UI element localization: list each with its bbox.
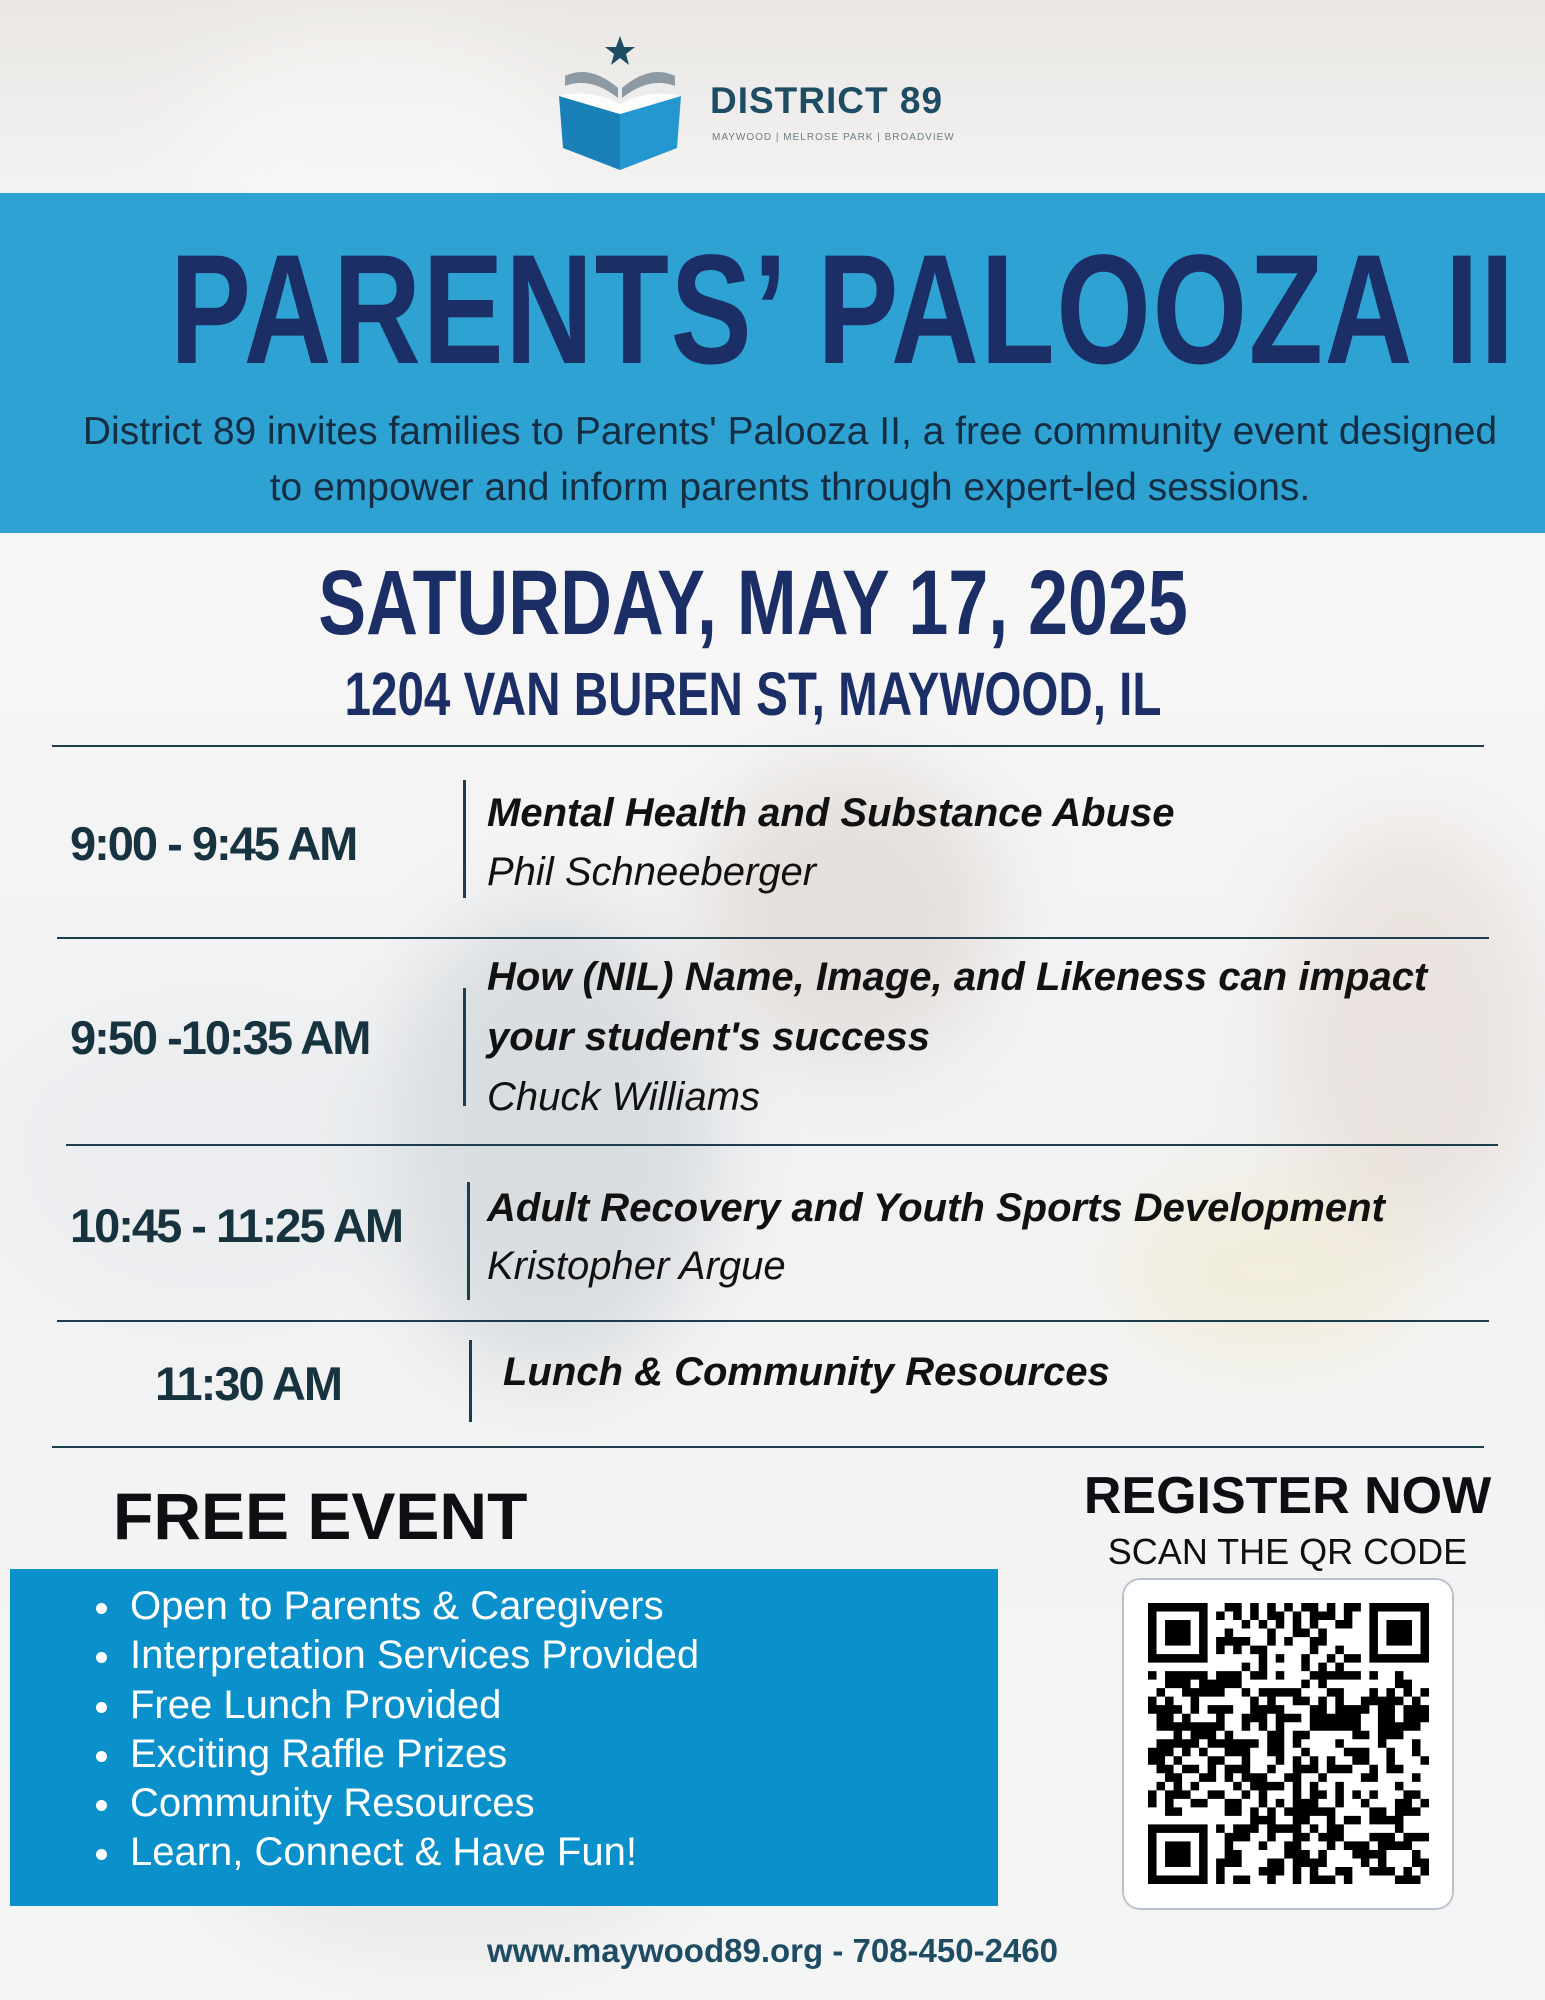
district-communities: MAYWOOD | MELROSE PARK | BROADVIEW <box>712 132 955 143</box>
session-time: 9:00 - 9:45 AM <box>70 817 357 870</box>
session-title: How (NIL) Name, Image, and Likeness can impact your student's success <box>487 955 1428 1059</box>
list-item: Interpretation Services Provided <box>90 1631 699 1680</box>
open-book-star-icon <box>555 36 685 171</box>
district-logo <box>555 36 995 176</box>
district-name: DISTRICT 89 <box>710 80 944 121</box>
session-title: Adult Recovery and Youth Sports Development <box>487 1186 1385 1230</box>
session-separator <box>469 1340 472 1422</box>
schedule-divider <box>57 1320 1489 1322</box>
register-subheading: SCAN THE QR CODE <box>1107 1531 1468 1572</box>
list-item: Open to Parents & Caregivers <box>90 1582 699 1631</box>
schedule-divider <box>52 745 1484 747</box>
session-time: 11:30 AM <box>155 1357 342 1410</box>
session-time: 10:45 - 11:25 AM <box>70 1199 402 1252</box>
session-speaker: Chuck Williams <box>487 1075 761 1119</box>
session-title: Mental Health and Substance Abuse <box>487 791 1175 835</box>
session-time: 9:50 -10:35 AM <box>70 1011 370 1064</box>
session-speaker: Kristopher Argue <box>487 1244 786 1288</box>
list-item: Exciting Raffle Prizes <box>90 1730 699 1779</box>
event-description: District 89 invites families to Parents' Palooza II, a free community event designed to empower and inform parents through expert-led sessions. <box>82 410 1498 509</box>
session-separator <box>463 988 466 1106</box>
free-event-heading: FREE EVENT <box>113 1479 528 1553</box>
list-item: Free Lunch Provided <box>90 1681 699 1730</box>
list-item: Learn, Connect & Have Fun! <box>90 1828 699 1877</box>
session-speaker: Phil Schneeberger <box>487 850 817 894</box>
session-separator <box>463 780 466 898</box>
register-heading: REGISTER NOW <box>1083 1467 1492 1525</box>
schedule-divider <box>57 937 1489 939</box>
event-date: SATURDAY, MAY 17, 2025 <box>318 552 1188 654</box>
event-address: 1204 VAN BUREN ST, MAYWOOD, IL <box>344 660 1162 728</box>
event-title: PARENTS’ PALOOZA II <box>169 223 1516 397</box>
footer-contact[interactable]: www.maywood89.org - 708-450-2460 <box>486 1932 1058 1969</box>
session-title: Lunch & Community Resources <box>503 1350 1110 1394</box>
qr-code-icon[interactable] <box>1148 1603 1429 1884</box>
session-separator <box>467 1182 470 1300</box>
schedule-divider <box>66 1144 1498 1146</box>
schedule-divider <box>52 1446 1484 1448</box>
list-item: Community Resources <box>90 1779 699 1828</box>
free-event-list <box>90 1582 699 1878</box>
